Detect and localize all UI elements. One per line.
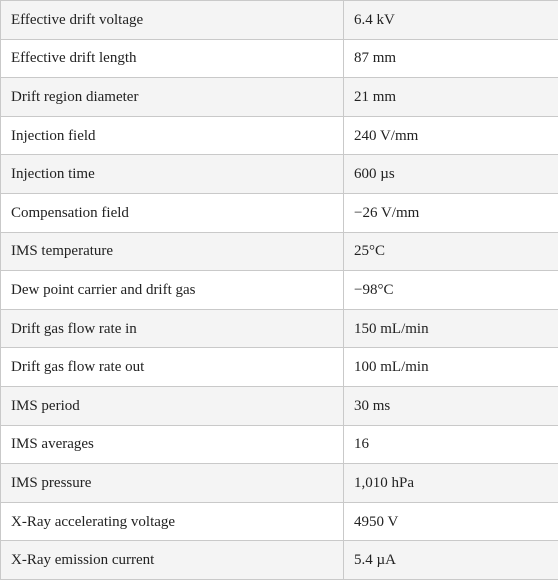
table-row bbox=[1, 425, 558, 464]
parameter-name: Dew point carrier and drift gas bbox=[1, 271, 344, 310]
parameter-value: 150 mL/min bbox=[344, 309, 558, 348]
parameter-value: 4950 V bbox=[344, 502, 558, 541]
table-row bbox=[1, 232, 558, 271]
parameter-name: Drift region diameter bbox=[1, 78, 344, 117]
parameter-value: 21 mm bbox=[344, 78, 558, 117]
parameter-name: Compensation field bbox=[1, 193, 344, 232]
parameter-name: X-Ray emission current bbox=[1, 541, 344, 580]
table-row bbox=[1, 541, 558, 580]
table-row bbox=[1, 386, 558, 425]
table-row bbox=[1, 502, 558, 541]
table-row bbox=[1, 309, 558, 348]
parameter-value: 30 ms bbox=[344, 386, 558, 425]
table-row bbox=[1, 155, 558, 194]
table-row bbox=[1, 193, 558, 232]
parameter-name: Effective drift voltage bbox=[1, 1, 344, 40]
table-row bbox=[1, 39, 558, 78]
table-row bbox=[1, 464, 558, 503]
parameter-value: 25°C bbox=[344, 232, 558, 271]
parameter-value: −98°C bbox=[344, 271, 558, 310]
table-row bbox=[1, 1, 558, 40]
parameter-value: 5.4 µA bbox=[344, 541, 558, 580]
parameter-value: −26 V/mm bbox=[344, 193, 558, 232]
parameter-name: Drift gas flow rate in bbox=[1, 309, 344, 348]
parameter-value: 240 V/mm bbox=[344, 116, 558, 155]
parameter-name: IMS temperature bbox=[1, 232, 344, 271]
parameter-value: 600 µs bbox=[344, 155, 558, 194]
parameter-value: 1,010 hPa bbox=[344, 464, 558, 503]
parameter-value: 16 bbox=[344, 425, 558, 464]
parameter-name: Drift gas flow rate out bbox=[1, 348, 344, 387]
parameter-name: Injection time bbox=[1, 155, 344, 194]
table-row bbox=[1, 348, 558, 387]
parameter-name: X-Ray accelerating voltage bbox=[1, 502, 344, 541]
table-row bbox=[1, 271, 558, 310]
parameters-table-body bbox=[1, 1, 558, 580]
parameter-value: 100 mL/min bbox=[344, 348, 558, 387]
table-row bbox=[1, 116, 558, 155]
parameter-name: Effective drift length bbox=[1, 39, 344, 78]
parameter-value: 6.4 kV bbox=[344, 1, 558, 40]
table-row bbox=[1, 78, 558, 117]
parameter-name: IMS pressure bbox=[1, 464, 344, 503]
parameter-name: IMS period bbox=[1, 386, 344, 425]
parameter-name: IMS averages bbox=[1, 425, 344, 464]
parameter-value: 87 mm bbox=[344, 39, 558, 78]
parameter-name: Injection field bbox=[1, 116, 344, 155]
